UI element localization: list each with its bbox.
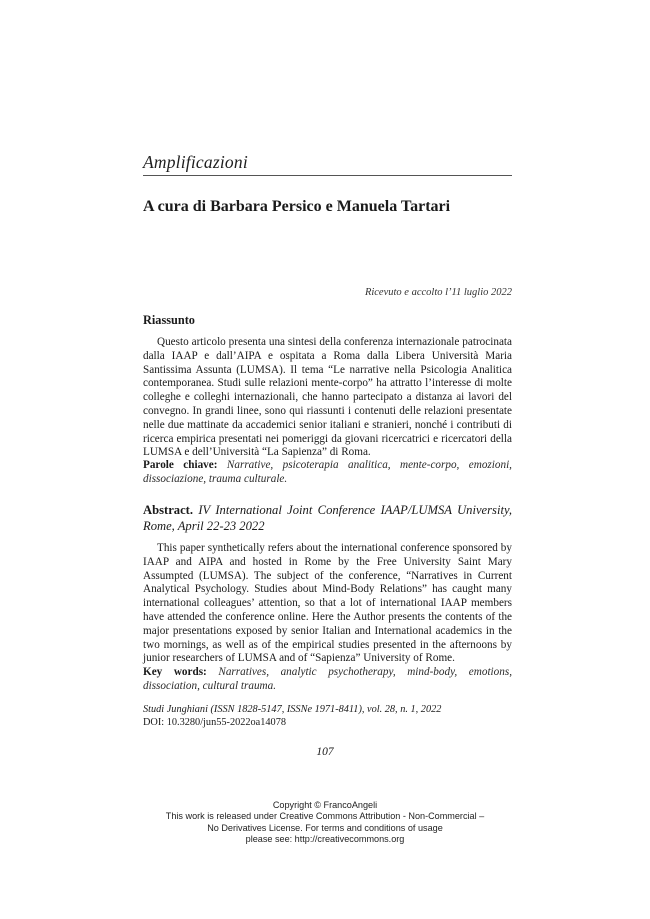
parole-chiave-label: Parole chiave:: [143, 459, 218, 471]
abstract-paragraph: This paper synthetically refers about the international conference sponsored by IAAP and AIPA and hosted in Rome by the Free University Saint Mary Assumpted (LUMSA). The subject of the conference, “Narratives in Current Analytical Psychology. Studies about Mind-Body Relations” has caught many international colleagues’ attention, so that a lot of international IAAP members have attended the conference online. Here the Author presents the contents of the major presentations exposed by senior Italian and International academics in the two mornings, as well as of the empirical studies presented in the afternoons by junior researchers of LUMSA and of “Sapienza” University of Rome.: [143, 542, 512, 665]
abstract-body: [143, 542, 512, 666]
section-title: Amplificazioni: [143, 152, 248, 172]
copyright-line-3: No Derivatives License. For terms and conditions of usage: [207, 822, 443, 833]
riassunto-body: [143, 336, 512, 460]
section-divider: [143, 175, 512, 176]
received-date: Ricevuto e accolto l’11 luglio 2022: [364, 287, 512, 298]
abstract-label: Abstract.: [143, 503, 194, 517]
doi: DOI: 10.3280/jun55-2022oa14078: [143, 716, 286, 728]
parole-chiave: [143, 459, 512, 487]
page-number: 107: [316, 746, 334, 758]
abstract-title: [143, 503, 512, 534]
copyright-line-2: This work is released under Creative Commons Attribution - Non-Commercial –: [165, 811, 485, 822]
copyright-notice: [0, 800, 650, 846]
riassunto-heading: Riassunto: [143, 313, 195, 327]
copyright-line-4: please see: http://creativecommons.org: [245, 834, 405, 845]
abstract-conference-title: IV International Joint Conference IAAP/LUMSA University, Rome, April 22-23 2022: [143, 503, 512, 533]
copyright-line-1: Copyright © FrancoAngeli: [272, 800, 378, 810]
journal-citation: Studi Junghiani (ISSN 1828-5147, ISSNe 1971-8411), vol. 28, n. 1, 2022: [143, 704, 442, 715]
editors-heading: A cura di Barbara Persico e Manuela Tartari: [143, 198, 451, 215]
key-words: [143, 666, 512, 694]
citation: [143, 704, 512, 729]
key-words-label: Key words:: [143, 666, 207, 678]
key-words-text: Narratives, analytic psychotherapy, mind-body, emotions, dissociation, cultural trauma.: [143, 666, 512, 692]
parole-chiave-text: Narrative, psicoterapia analitica, mente-corpo, emozioni, dissociazione, trauma culturale.: [143, 459, 512, 485]
riassunto-paragraph: Questo articolo presenta una sintesi della conferenza internazionale patrocinata dalla IAAP e dall’AIPA e ospitata a Roma dalla Libera Università Maria Santissima Assunta (LUMSA). Il tema “Le narrative nella Psicologia Analitica contemporanea. Studi sulle relazioni mente-corpo” ha attratto l’interesse di molte colleghe e colleghi internazionali, che hanno partecipato a distanza ai lavori del convegno. In grandi linee, sono qui riassunti i contenuti delle relazioni presentate nelle due mattinate da accademici senior italiani e stranieri, nonché i contributi di ricerca empirica presentati nei pomeriggi da giovani ricercatrici e ricercatori della LUMSA e dell’Università “La Sapienza” di Roma.: [143, 336, 512, 459]
